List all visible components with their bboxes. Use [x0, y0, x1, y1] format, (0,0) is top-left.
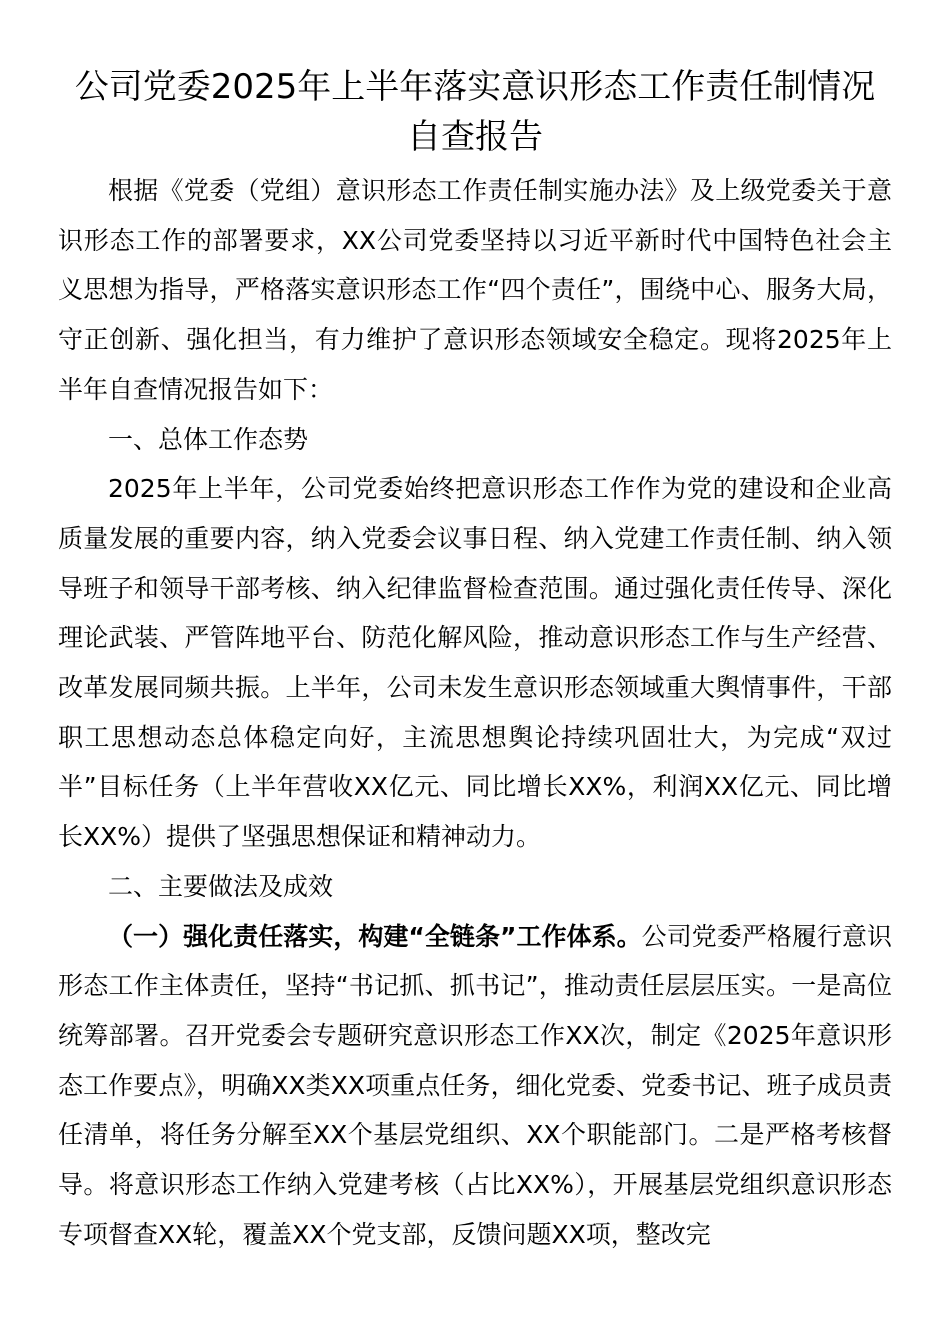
section-overall-paragraph: 2025年上半年，公司党委始终把意识形态工作作为党的建设和企业高质量发展的重要内容，纳入党委会议事日程、纳入党建工作责任制、纳入领导班子和领导干部考核、纳入纪律监督检查范围。通过强化责任传导、深化理论武装、严管阵地平台、防范化解风险，推动意识形态工作与生产经营、改革发展同频共振。上半年，公司未发生意识形态领域重大舆情事件，干部职工思想动态总体稳定向好，主流思想舆论持续巩固壮大，为完成“双过半”目标任务（上半年营收XX亿元、同比增长XX%，利润XX亿元、同比增长XX%）提供了坚强思想保证和精神动力。 [58, 474, 892, 852]
subsection-responsibility-lead: （一）强化责任落实，构建“全链条”工作体系。 [108, 921, 642, 951]
document-body [58, 166, 892, 1259]
intro-paragraph: 根据《党委（党组）意识形态工作责任制实施办法》及上级党委关于意识形态工作的部署要求，XX公司党委坚持以习近平新时代中国特色社会主义思想为指导，严格落实意识形态工作“四个责任”，围绕中心、服务大局，守正创新、强化担当，有力维护了意识形态领域安全稳定。现将2025年上半年自查情况报告如下： [58, 176, 892, 404]
document-title: 公司党委2025年上半年落实意识形态工作责任制情况自查报告 [74, 67, 876, 157]
document-page [58, 62, 892, 1259]
subsection-responsibility-body: 公司党委严格履行意识形态工作主体责任，坚持“书记抓、抓书记”，推动责任层层压实。一是高位统筹部署。召开党委会专题研究意识形态工作XX次，制定《2025年意识形态工作要点》，明确XX类XX项重点任务，细化党委、党委书记、班子成员责任清单，将任务分解至XX个基层党组织、XX个职能部门。二是严格考核督导。将意识形态工作纳入党建考核（占比XX%），开展基层党组织意识形态专项督查XX轮，覆盖XX个党支部，反馈问题XX项，整改完 [58, 921, 892, 1249]
subsection-responsibility-paragraph [58, 912, 892, 1260]
section-heading-measures: 二、主要做法及成效 [108, 871, 334, 901]
section-heading-overall: 一、总体工作态势 [108, 424, 309, 454]
